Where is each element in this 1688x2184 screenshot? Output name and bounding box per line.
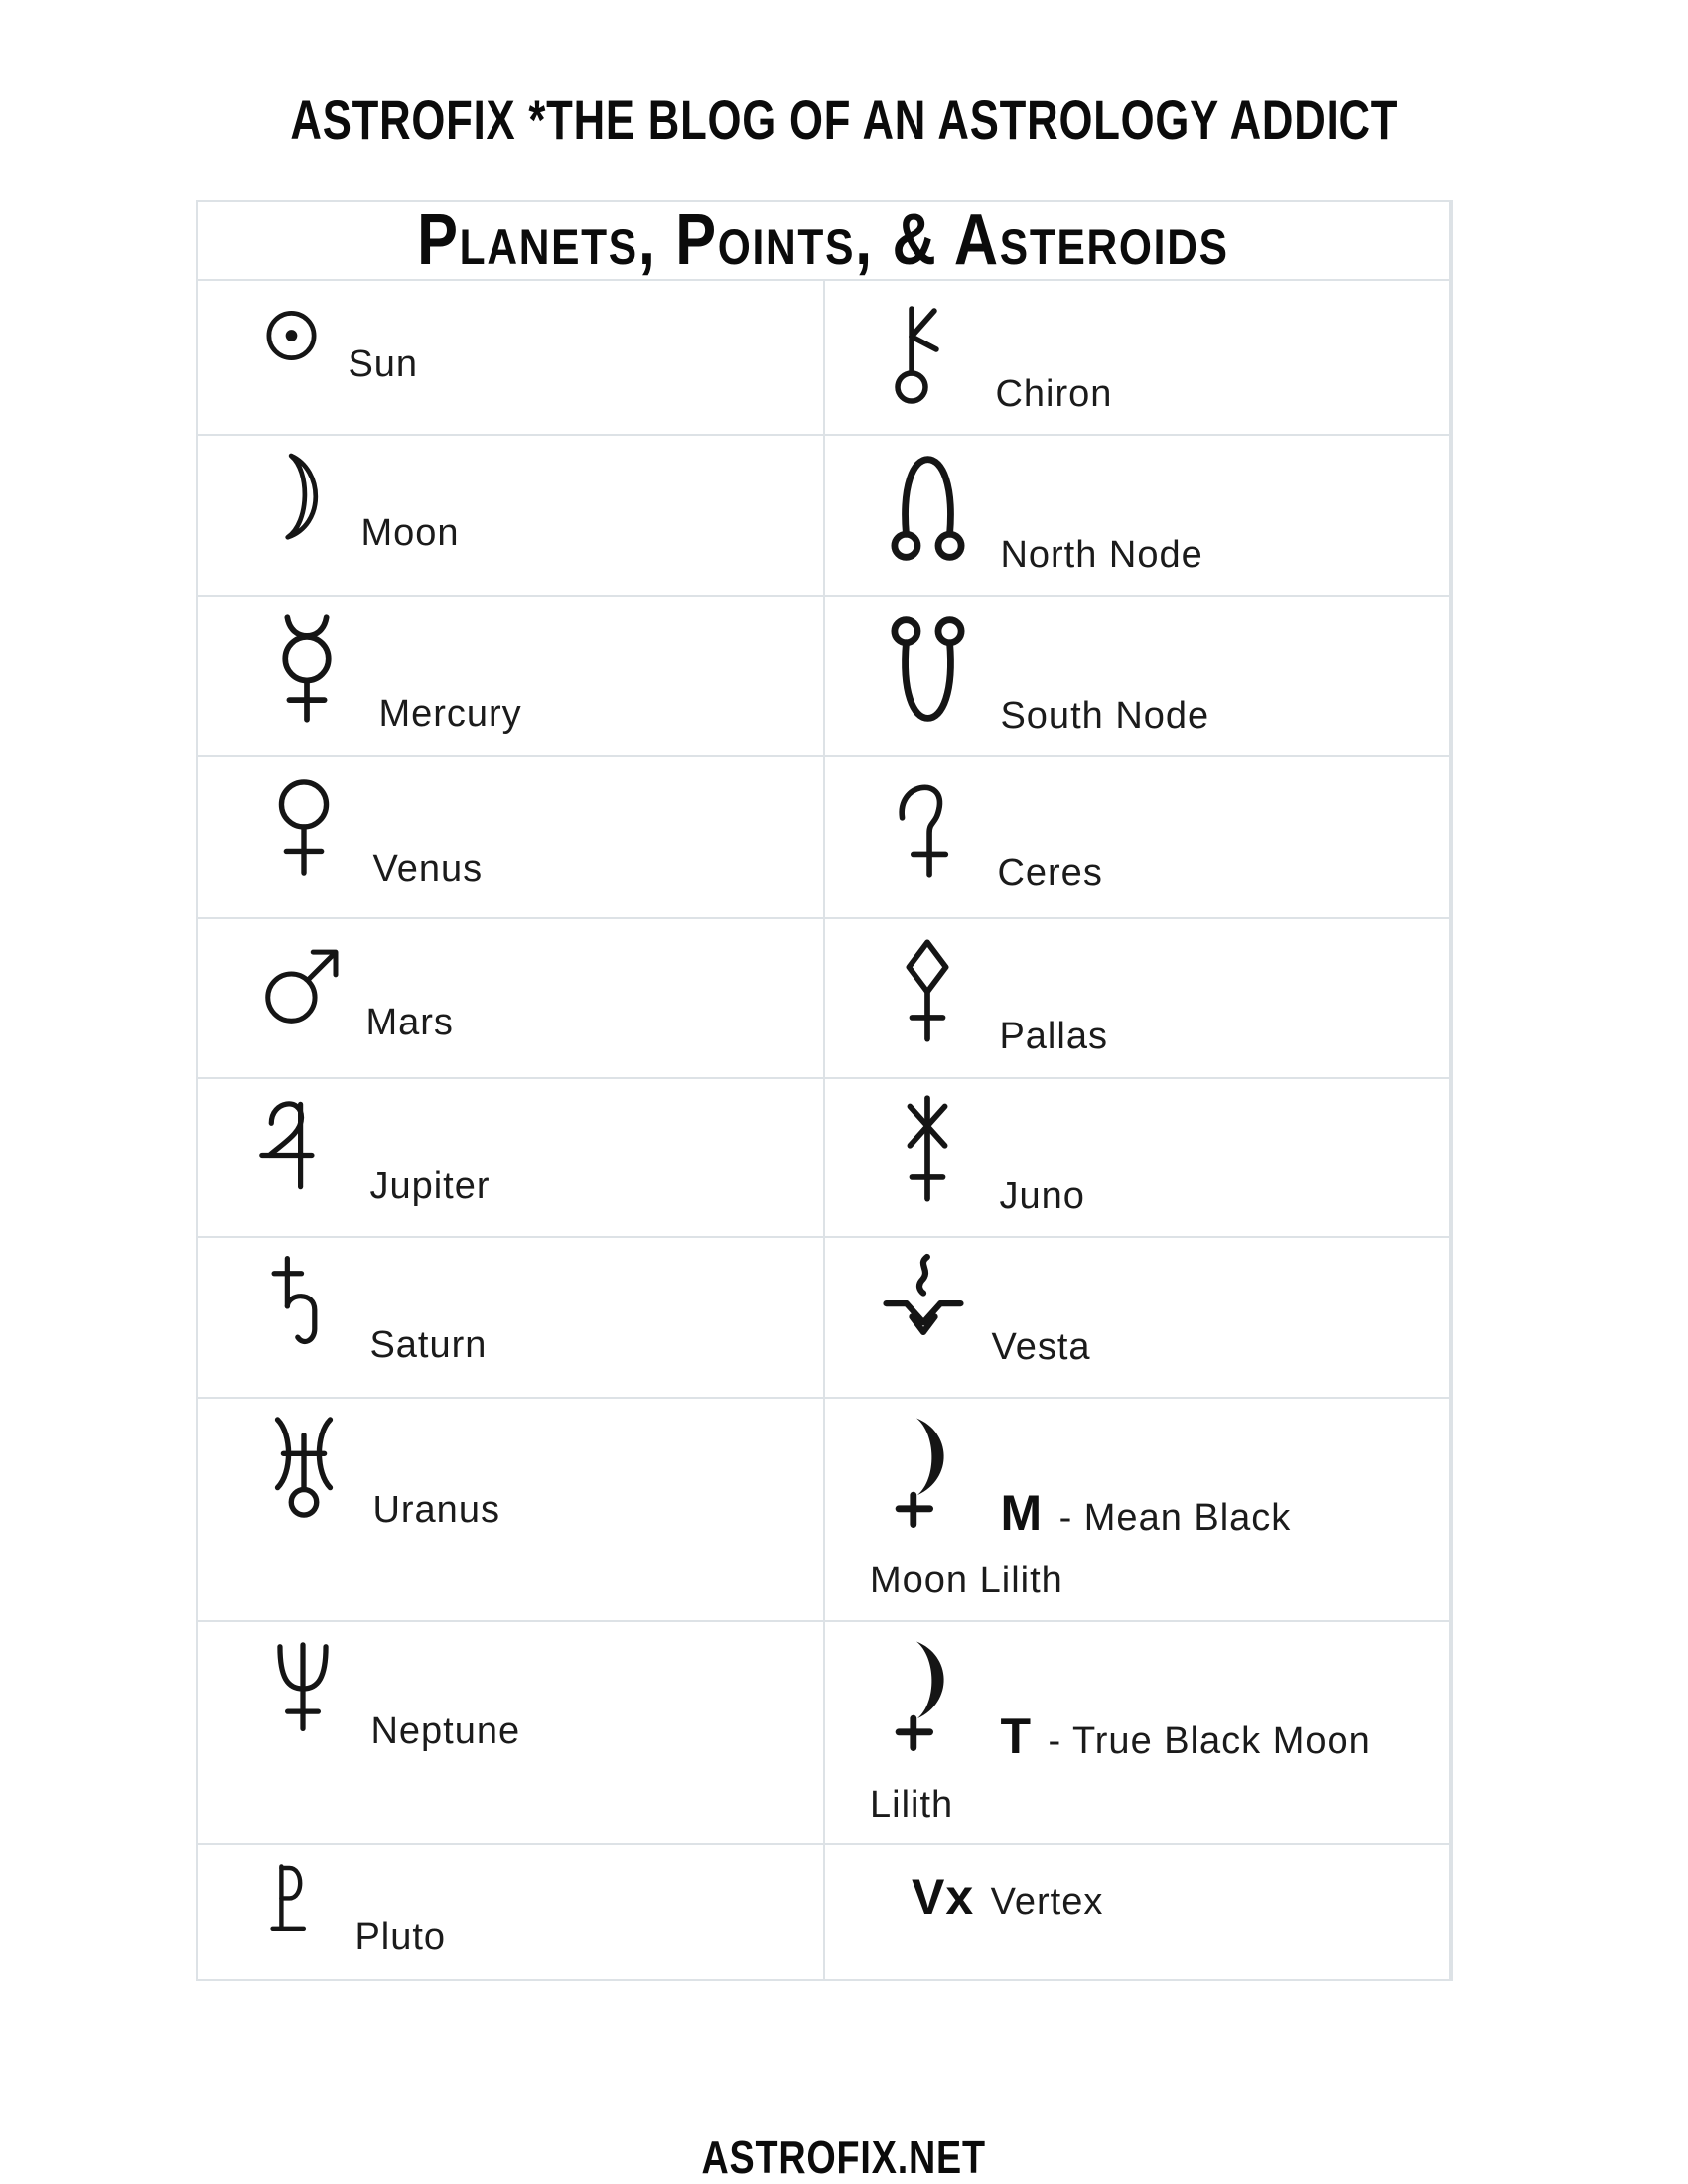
- table-title: Planets, Points, & Asteroids: [417, 201, 1229, 280]
- symbol-label: Mercury: [378, 692, 522, 735]
- symbol-label: Pluto: [354, 1916, 447, 1959]
- table-row: [198, 1397, 1449, 1620]
- table-row: [198, 279, 1449, 434]
- cell-uranus: [198, 1399, 823, 1620]
- symbol-label: Chiron: [995, 373, 1113, 415]
- mars-icon: [255, 933, 346, 1034]
- cell-pallas: [823, 919, 1449, 1077]
- table-row: [198, 434, 1449, 595]
- venus-icon: [255, 771, 352, 881]
- symbol-label: Ceres: [997, 851, 1103, 893]
- cell-saturn: [198, 1238, 823, 1397]
- vesta-icon: [876, 1252, 971, 1359]
- jupiter-icon: [255, 1093, 350, 1198]
- cell-ceres: [823, 757, 1449, 917]
- mercury-icon: [255, 611, 358, 726]
- site-header: [0, 0, 1688, 152]
- lilith-true-prefix: T: [1000, 1708, 1032, 1765]
- neptune-icon: [255, 1636, 351, 1743]
- ceres-icon: [876, 771, 977, 885]
- cell-vesta: [823, 1238, 1449, 1397]
- site-header-text: ASTROFIX *THE BLOG OF AN ASTROLOGY ADDICT: [290, 88, 1398, 151]
- table-row: [198, 1077, 1449, 1236]
- symbol-label: Uranus: [372, 1488, 500, 1531]
- table-row: [198, 595, 1449, 755]
- table-row: [198, 1843, 1449, 1979]
- symbol-label: Venus: [372, 847, 484, 889]
- cell-mean-black-moon-lilith: [823, 1399, 1449, 1620]
- pallas-icon: [876, 933, 979, 1048]
- cell-mars: [198, 919, 823, 1077]
- symbol-label: Jupiter: [369, 1164, 491, 1207]
- symbol-label: Vesta: [991, 1325, 1091, 1368]
- vertex-symbol-text: Vx: [912, 1869, 975, 1926]
- saturn-icon: [255, 1252, 350, 1357]
- cell-moon: [198, 436, 823, 595]
- lilith-mean-prefix: M: [1000, 1484, 1044, 1541]
- cell-true-black-moon-lilith: [823, 1622, 1449, 1843]
- symbols-table: [196, 200, 1453, 1981]
- moon-icon: [255, 450, 341, 545]
- cell-venus: [198, 757, 823, 917]
- symbol-label: Pallas: [999, 1015, 1108, 1057]
- table-title-row: [198, 202, 1449, 279]
- site-footer-text: ASTROFIX.NET: [701, 2131, 987, 2184]
- sun-icon: [255, 295, 328, 376]
- symbol-label: Vertex: [990, 1881, 1104, 1924]
- symbol-label: South Node: [1000, 694, 1210, 737]
- cell-north-node: [823, 436, 1449, 595]
- symbol-label: - Mean Black Moon Lilith: [870, 1496, 1292, 1602]
- symbol-label: - True Black Moon Lilith: [870, 1720, 1371, 1826]
- symbol-label: Mars: [365, 1001, 454, 1043]
- cell-chiron: [823, 281, 1449, 434]
- uranus-icon: [255, 1413, 352, 1522]
- cell-jupiter: [198, 1079, 823, 1236]
- cell-pluto: [198, 1845, 823, 1979]
- cell-juno: [823, 1079, 1449, 1236]
- cell-mercury: [198, 597, 823, 755]
- symbol-label: Saturn: [369, 1323, 488, 1366]
- symbol-label: Sun: [348, 343, 419, 385]
- symbol-label: Neptune: [370, 1710, 521, 1753]
- table-row: [198, 1620, 1449, 1843]
- south-node-icon: [876, 611, 980, 728]
- north-node-icon: [876, 450, 980, 567]
- site-footer: [0, 2130, 1688, 2184]
- chiron-icon: [876, 295, 975, 406]
- black-moon-lilith-icon: [876, 1413, 980, 1530]
- black-moon-lilith-icon: [876, 1636, 980, 1753]
- cell-sun: [198, 281, 823, 434]
- table-row: [198, 1236, 1449, 1397]
- juno-icon: [876, 1093, 979, 1208]
- symbol-label: Moon: [360, 511, 460, 554]
- symbol-label: Juno: [999, 1174, 1085, 1217]
- cell-neptune: [198, 1622, 823, 1843]
- cell-south-node: [823, 597, 1449, 755]
- pluto-icon: [255, 1859, 335, 1949]
- table-row: [198, 755, 1449, 917]
- table-row: [198, 917, 1449, 1077]
- symbol-label: North Node: [1000, 533, 1203, 576]
- cell-vertex: [823, 1845, 1449, 1979]
